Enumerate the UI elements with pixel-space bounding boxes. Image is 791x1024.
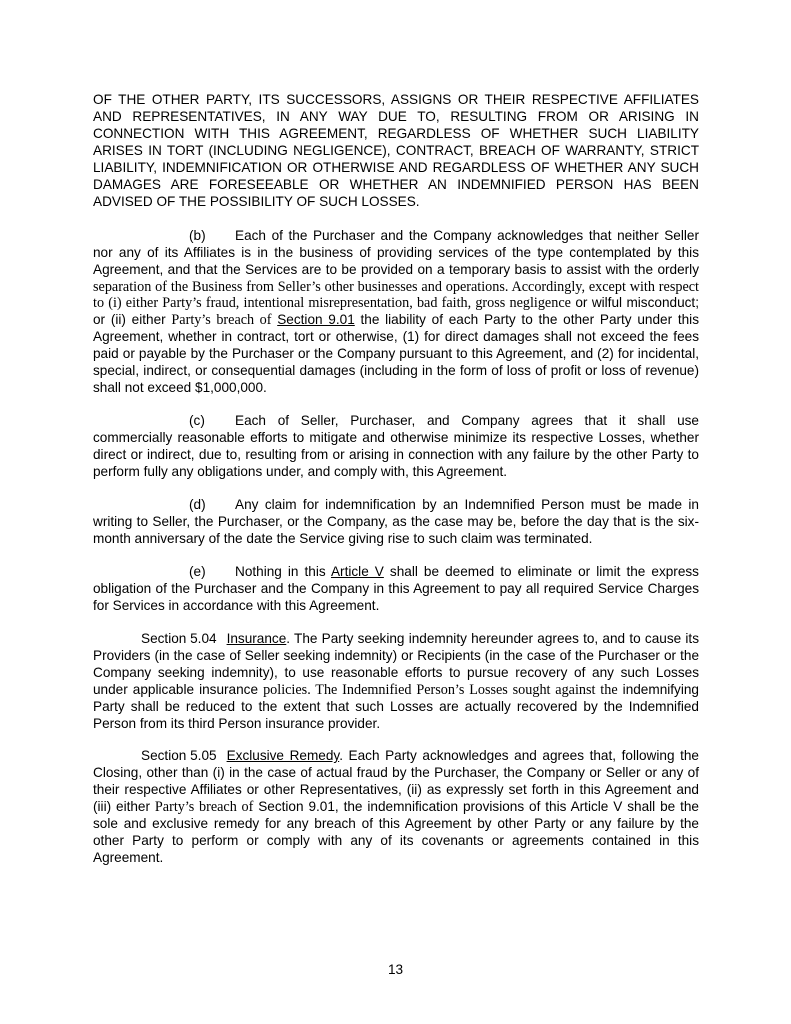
paragraph-d-text: Any claim for indemnification by an Indemnified Person must be made in writing to Seller, the Purchaser, or the Company, as the case may be, before the day that is the six-month anniversary of the date the Service giving rise to such claim was terminated.	[93, 497, 699, 546]
paragraph-b-text-5: the liability of each Party to the other Party under this Agreement, whether in contract, tort or otherwise, (1) for direct damages shall not exceed the fees paid or payable by the Purchaser or the Company pursuant to this Agreement, and (2) for incidental, special, indirect, or consequential damages (including in the form of loss of profit or loss of revenue) shall not exceed $1,000,000.	[93, 312, 700, 396]
paragraph-e-label: (e)	[189, 563, 206, 579]
page-number: 13	[387, 962, 404, 977]
paragraph-e-text-2: shall be deemed to eliminate or limit the express obligation of the Purchaser and the Company in this Agreement to pay all required Service Charges for Services in accordance with this Agreement.	[93, 563, 699, 613]
article-v-link[interactable]: Article V	[330, 563, 384, 579]
section-5-05-label: Section 5.05	[141, 748, 217, 764]
paragraph-b-text-4: Party’s breach of	[171, 312, 272, 329]
section-5-05-text-1: . Each Party acknowledges and agrees that, following the Closing, other than (i) in the case of actual fraud by the Purchaser, the Company or Seller or any of their respective Affiliates or other Representatives, (ii) as expressly set forth in this Agreement and (iii) either	[93, 748, 699, 815]
paragraph-e	[93, 564, 699, 615]
document-page	[93, 92, 699, 883]
paragraph-b-text-2: separation of the Business from Seller’s other businesses and operations. Accordingly, except with respect to (i) either Party’s fraud, intentional misrepresentation, bad faith, gross negligence	[93, 278, 699, 312]
section-5-05-text-2: Party’s breach of	[154, 799, 254, 816]
paragraph-b	[93, 228, 699, 398]
section-5-04-title: Insurance	[226, 630, 287, 646]
paragraph-c-label: (c)	[189, 413, 205, 429]
paragraph-b-label: (b)	[189, 227, 206, 243]
section-5-05-text-3: Section 9.01, the indemnification provisions of this Article V shall be the sole and exclusive remedy for any breach of this Agreement by other Party or any failure by the other Party to perform or comply with any of its covenants or agreements contained in this Agreement.	[93, 799, 699, 866]
section-5-04-text-2: policies. The Indemnified Person’s Losses sought against the	[263, 681, 618, 698]
paragraph-e-text-1: Nothing in this	[235, 563, 331, 579]
section-5-04-text-1: . The Party seeking indemnity hereunder agrees to, and to cause its Providers (in the case of Seller seeking indemnity) or Recipients (in the case of the Purchaser or the Company seeking indemnity), to use reasonable efforts to pursue recovery of any such Losses under applicable insurance	[93, 630, 699, 697]
paragraph-d	[93, 497, 699, 548]
limitation-caps-paragraph: OF THE OTHER PARTY, ITS SUCCESSORS, ASSIGNS OR THEIR RESPECTIVE AFFILIATES AND REPRESENTATIVES, IN ANY WAY DUE TO, RESULTING FROM OR ARISING IN CONNECTION WITH THIS AGREEMENT, REGARDLESS OF WHETHER SUCH LIABILITY ARISES IN TORT (INCLUDING NEGLIGENCE), CONTRACT, BREACH OF WARRANTY, STRICT LIABILITY, INDEMNIFICATION OR OTHERWISE AND REGARDLESS OF WHETHER ANY SUCH DAMAGES ARE FORESEEABLE OR WHETHER AN INDEMNIFIED PERSON HAS BEEN ADVISED OF THE POSSIBILITY OF SUCH LOSSES.	[93, 92, 699, 209]
paragraph-b-text-1: Each of the Purchaser and the Company acknowledges that neither Seller nor any of its Affiliates is in the business of providing services of the type contemplated by this Agreement, and that the Services are to be provided on a temporary basis to assist with the orderly	[93, 227, 699, 277]
section-5-04-text-3: indemnifying Party shall be reduced to the extent that such Losses are actually recovered by the Indemnified Person from its third Person insurance provider.	[93, 681, 699, 731]
section-5-04-label: Section 5.04	[141, 630, 217, 646]
section-5-04	[93, 631, 699, 733]
section-5-05-title: Exclusive Remedy	[226, 748, 340, 764]
section-9-01-link[interactable]: Section 9.01	[277, 312, 355, 328]
paragraph-c-text: Each of Seller, Purchaser, and Company agrees that it shall use commercially reasonable efforts to mitigate and otherwise minimize its respective Losses, whether direct or indirect, due to, resulting from or arising in connection with any failure by the other Party to perform fully any obligations under, and comply with, this Agreement.	[93, 413, 699, 480]
paragraph-c	[93, 413, 699, 481]
paragraph-b-text-3: or wilful misconduct; or (ii) either	[93, 295, 699, 328]
section-5-05	[93, 748, 699, 867]
paragraph-d-label: (d)	[189, 497, 206, 513]
